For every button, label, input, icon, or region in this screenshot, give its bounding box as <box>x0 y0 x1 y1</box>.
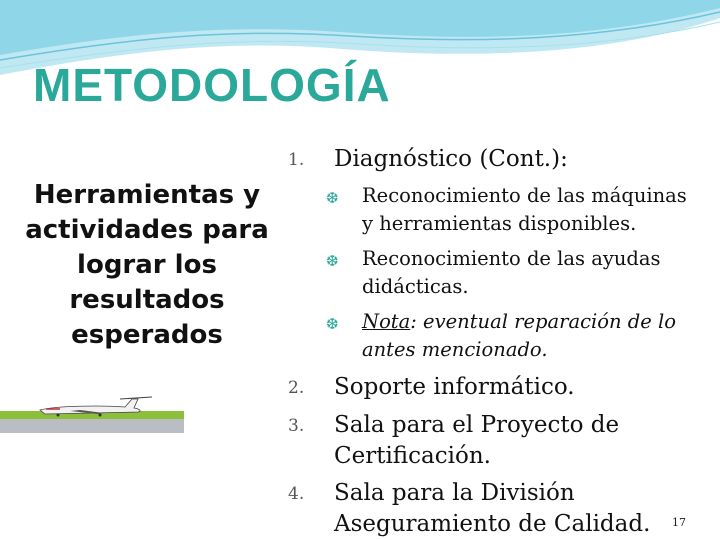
list-item-text <box>334 478 650 540</box>
note-label: Nota <box>362 310 411 333</box>
page-number: 17 <box>672 516 686 529</box>
left-heading-line: actividades para <box>25 215 269 245</box>
left-heading-line: lograr los <box>77 250 217 280</box>
bullet-icon: ❆ <box>326 252 339 270</box>
sub-list-item <box>362 245 661 301</box>
airplane-illustration <box>0 390 186 436</box>
list-number: 1. <box>288 150 305 170</box>
list-number: 4. <box>288 484 305 504</box>
list-item-text <box>334 410 619 472</box>
left-heading-line: Herramientas y <box>33 180 261 210</box>
left-heading <box>6 178 288 353</box>
bullet-icon: ❆ <box>326 189 339 207</box>
left-heading-line: esperados <box>71 320 223 350</box>
sub-item-line: Reconocimiento de las máquinas <box>362 184 687 207</box>
list-item-line: Certificación. <box>334 443 491 469</box>
list-number: 3. <box>288 416 305 436</box>
sub-item-line: y herramientas disponibles. <box>362 212 637 235</box>
list-item-text: Diagnóstico (Cont.): <box>334 146 568 172</box>
bullet-icon: ❆ <box>326 315 339 333</box>
slide-title: METODOLOGÍA <box>33 59 391 111</box>
sub-list-item-note <box>362 308 676 364</box>
list-item-line: Aseguramiento de Calidad. <box>334 511 651 537</box>
left-heading-line: resultados <box>69 285 225 315</box>
sub-item-line <box>362 308 676 336</box>
list-item-text: Soporte informático. <box>334 374 575 400</box>
sub-item-line: didácticas. <box>362 275 469 298</box>
sub-item-line: Reconocimiento de las ayudas <box>362 247 661 270</box>
list-number: 2. <box>288 378 305 398</box>
sub-item-line: antes mencionado. <box>362 338 548 361</box>
note-separator: : <box>410 310 424 333</box>
note-text: eventual reparación de lo <box>423 310 676 333</box>
list-item-line: Sala para la División <box>334 480 575 506</box>
sub-list-item <box>362 182 687 238</box>
list-item-line: Sala para el Proyecto de <box>334 412 620 438</box>
